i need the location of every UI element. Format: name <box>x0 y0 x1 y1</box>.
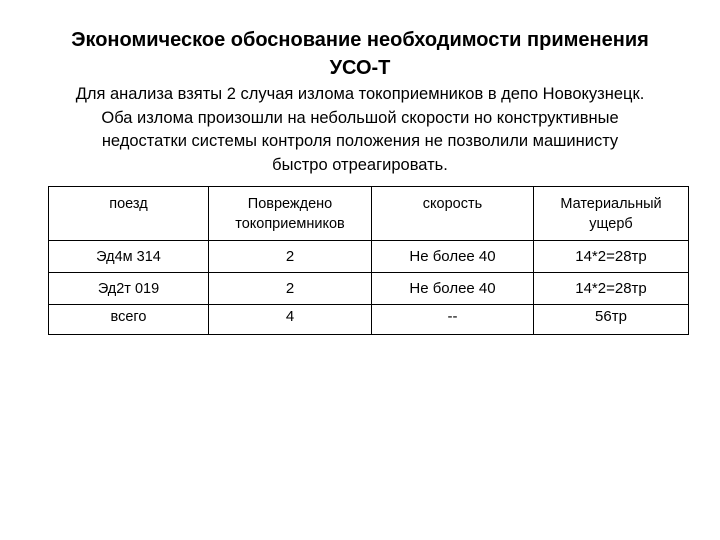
cell-train: Эд4м 314 <box>49 241 209 273</box>
intro-line-2: Оба излома произошли на небольшой скорости но конструктивные <box>101 108 619 127</box>
table-row <box>49 241 689 273</box>
intro-line-4: быстро отреагировать. <box>272 155 448 174</box>
cell-speed: Не более 40 <box>372 273 534 305</box>
cell-damage: 14*2=28тр <box>534 273 689 305</box>
table-row-total <box>49 305 689 335</box>
cell-total-count: 4 <box>209 305 372 335</box>
table-header-row <box>49 187 689 241</box>
intro-text <box>30 83 690 177</box>
cell-total-damage: 56тр <box>534 305 689 335</box>
header-damaged-line-1: Повреждено <box>247 196 333 212</box>
damage-table <box>48 186 689 335</box>
header-damaged-line-2: токоприемников <box>235 216 345 232</box>
cell-total-speed: -- <box>372 305 534 335</box>
header-damage-line-1: Материальный <box>560 196 662 212</box>
cell-damaged-count: 2 <box>209 241 372 273</box>
slide-title <box>40 26 680 82</box>
cell-total-label: всего <box>49 305 209 335</box>
slide-title-line-1: Экономическое обоснование необходимости применения <box>71 29 649 51</box>
cell-damaged-count: 2 <box>209 273 372 305</box>
header-cell-damage <box>534 187 689 241</box>
header-cell-speed <box>372 187 534 241</box>
header-speed-label: скорость <box>422 196 483 212</box>
cell-damage: 14*2=28тр <box>534 241 689 273</box>
header-cell-train <box>49 187 209 241</box>
intro-line-3: недостатки системы контроля положения не позволили машинисту <box>101 132 619 150</box>
cell-speed: Не более 40 <box>372 241 534 273</box>
header-cell-damaged <box>209 187 372 241</box>
header-train-label: поезд <box>109 196 148 212</box>
header-damage-line-2: ущерб <box>589 216 633 232</box>
intro-line-1: Для анализа взяты 2 случая излома токоприемников в депо Новокузнецк. <box>75 85 645 103</box>
cell-train: Эд2т 019 <box>49 273 209 305</box>
slide-title-line-2: УСО-Т <box>329 57 391 79</box>
table-row <box>49 273 689 305</box>
